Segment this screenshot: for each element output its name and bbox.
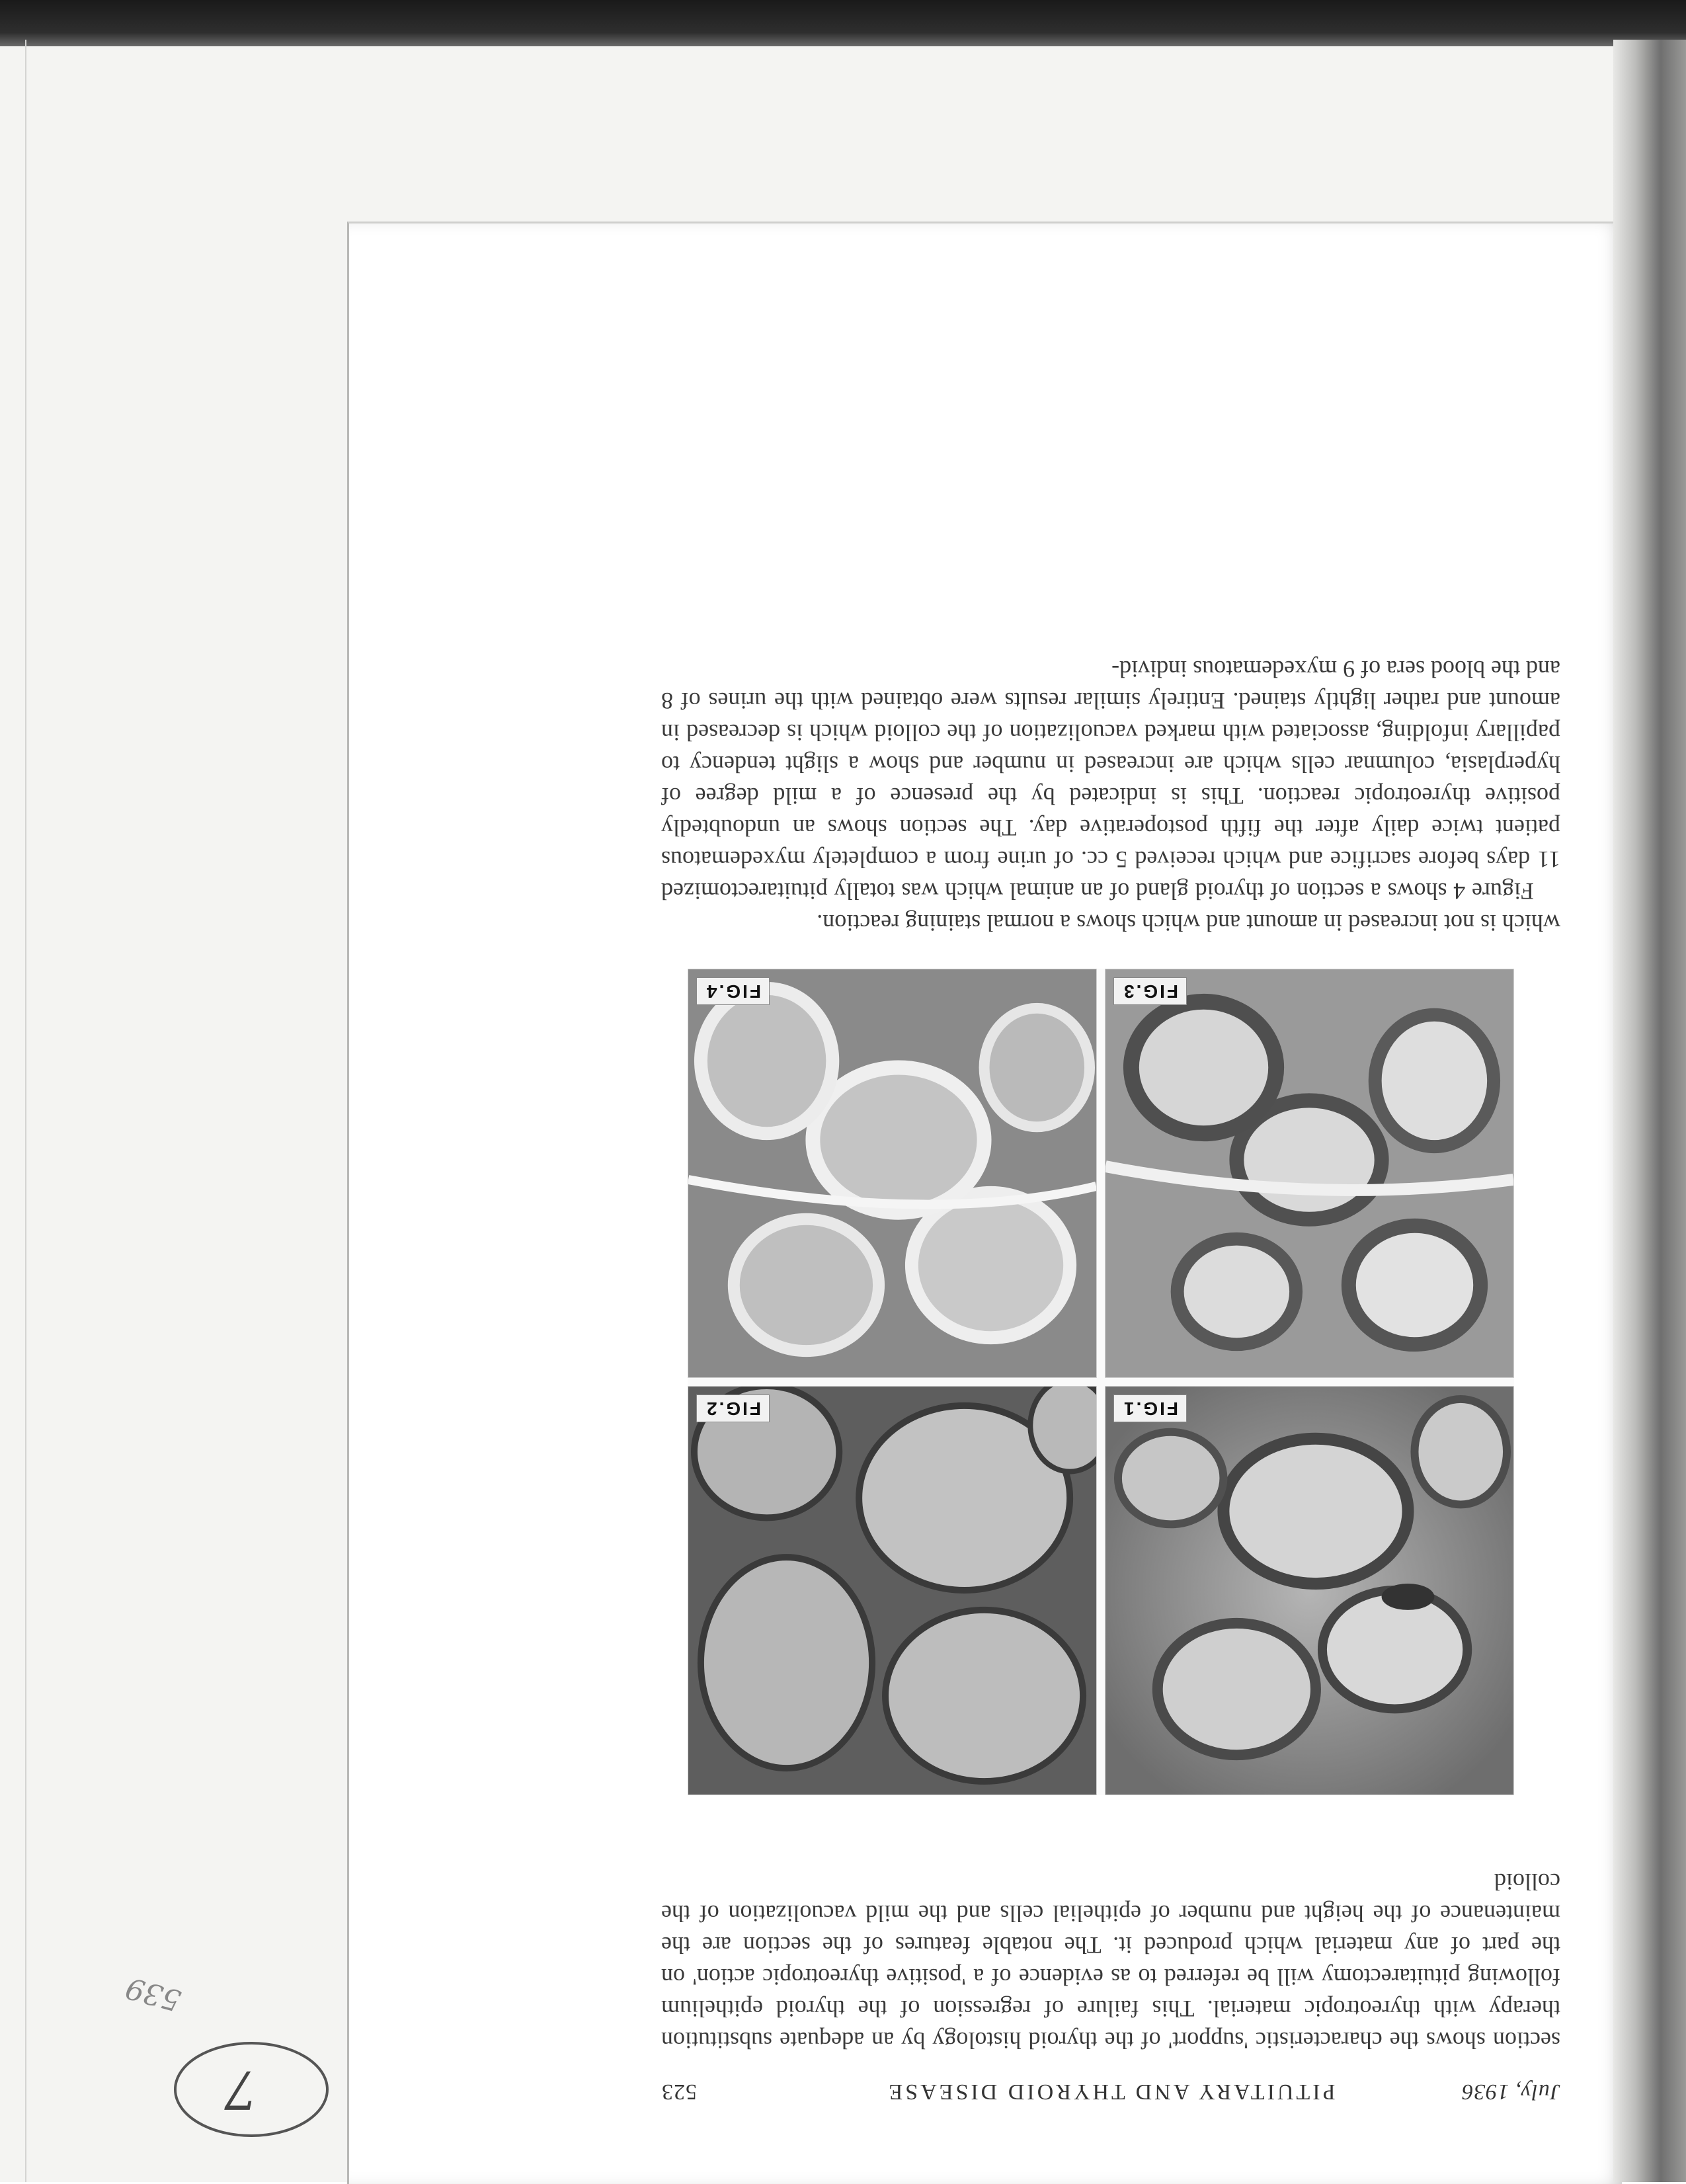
scanner-margin-line (25, 40, 26, 2182)
running-header (661, 2071, 1560, 2104)
paragraph-bottom-line-1: which is not increased in amount and which shows a normal staining reaction. (817, 910, 1560, 936)
header-title: PITUITARY AND THYROID DISEASE (886, 2080, 1336, 2104)
paragraph-top-text: section shows the characteristic 'support' of the thyroid histology by an adequate substitution therapy with thyreotropic material. This failure of regression of the thyroid epithelium following pituitarectomy will be referred to as evidence of a 'positive thyreotropic action' on the part of any material which produced it. The notable features of the section are the maintenance of the height and number of epithelial cells and the mild vacuolization of the colloid (661, 1869, 1560, 2054)
paragraph-bottom-text: Figure 4 shows a section of thyroid gland of an animal which was totally pituitarectomized 11 days before sacrifice and which received 5 cc. of urine from a completely myxedematous patient twice daily after the fifth postoperative day. The section shows an undoubtedly positive thyreotropic reaction. This is indicated by the presence of a mild degree of hyperplasia, columnar cells which are increased in number and show a slight tendency to papillary infolding, associated with marked vacuolization of the colloid which is decreased in amount and rather lightly stained. Entirely similar results were obtained with the urines of 8 and the blood sera of 9 myxedematous individ- (661, 656, 1560, 905)
circle-mark (165, 2033, 337, 2146)
scanner-top-edge (0, 0, 1686, 46)
header-date: July, 1936 (1461, 2080, 1560, 2104)
circled-number-annotation (165, 2033, 337, 2146)
handwritten-number: 539 (122, 1970, 185, 2017)
figure-4-micrograph (688, 969, 1097, 1378)
figure-3-micrograph (1105, 969, 1514, 1378)
figure-3-label: FIG.3 (1113, 977, 1187, 1005)
circled-number-text: 7 (224, 2059, 258, 2121)
figure-2-label: FIG.2 (696, 1395, 770, 1422)
figure-1-label: FIG.1 (1113, 1395, 1187, 1422)
figure-4-label: FIG.4 (696, 977, 770, 1005)
figure-plate (688, 969, 1514, 1795)
paragraph-top (661, 1866, 1560, 2056)
micrograph-image-4 (688, 969, 1096, 1377)
micrograph-image-2 (688, 1387, 1096, 1795)
micrograph-image-3 (1105, 969, 1513, 1377)
page-content-upside-down (347, 222, 1620, 2182)
page-number: 523 (661, 2080, 697, 2104)
paragraph-bottom (661, 653, 1560, 939)
book-spine-shadow (1613, 40, 1686, 2182)
figure-1-micrograph (1105, 1386, 1514, 1795)
micrograph-image-1 (1105, 1387, 1513, 1795)
figure-2-micrograph (688, 1386, 1097, 1795)
